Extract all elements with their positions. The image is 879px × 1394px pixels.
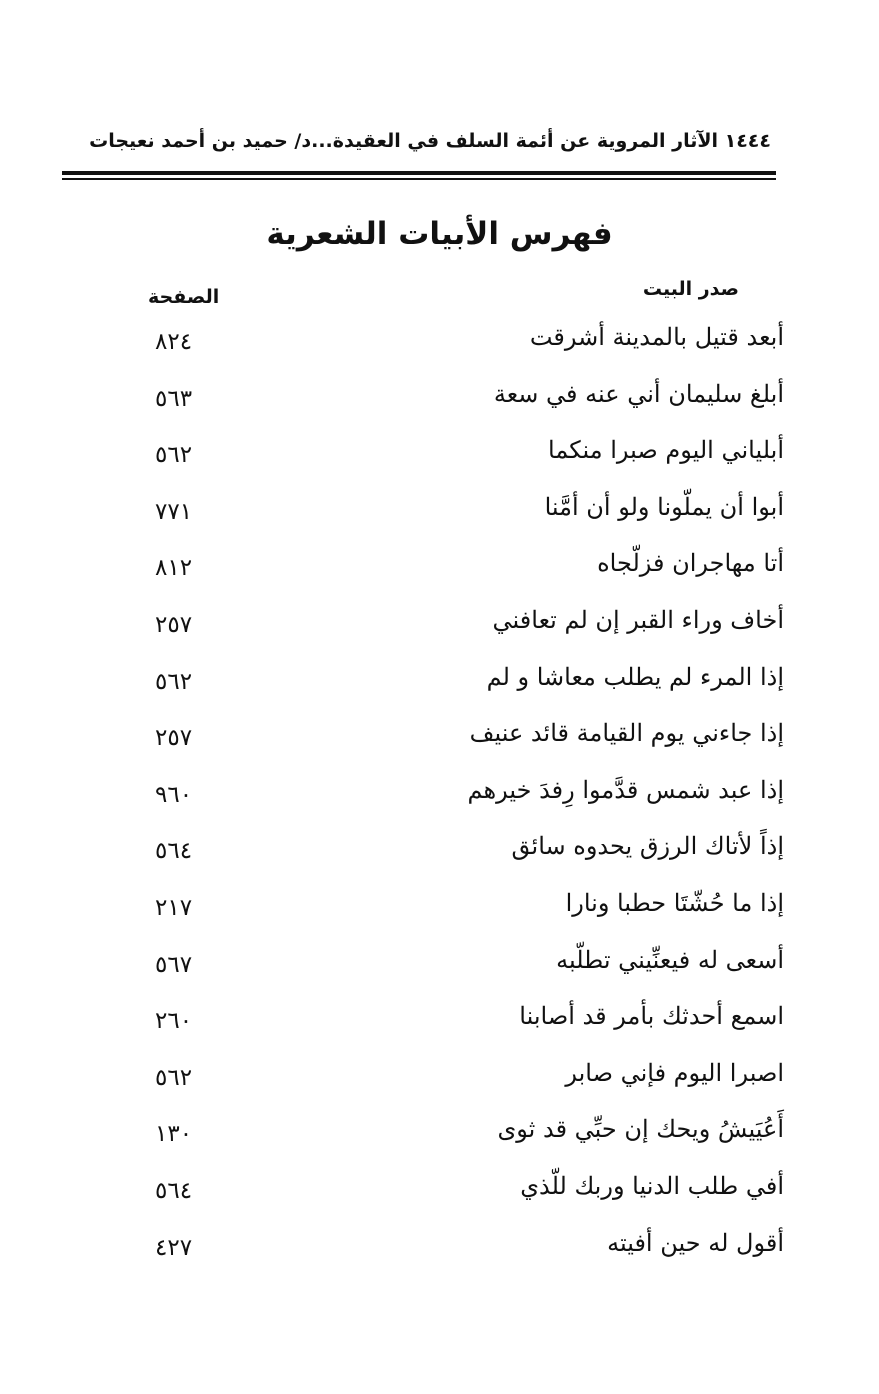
verse-opening: إذا ما حُشّتَا حطبا ونارا — [565, 888, 784, 917]
index-row — [0, 999, 879, 1056]
page-number: ٧٧١ — [155, 498, 193, 525]
page-number: ٢١٧ — [155, 894, 193, 921]
column-header-page: الصفحة — [148, 286, 220, 308]
index-row — [0, 1169, 879, 1226]
index-row — [0, 603, 879, 660]
page-number: ٥٦٧ — [155, 951, 193, 978]
verse-opening: أقول له حين أفيته — [607, 1228, 784, 1257]
page-number: ٨١٢ — [155, 555, 193, 582]
page-number: ٥٦٤ — [155, 838, 193, 865]
index-row — [0, 886, 879, 943]
page-number: ٢٥٧ — [155, 725, 193, 752]
index-row — [0, 490, 879, 547]
index-row — [0, 716, 879, 773]
index-title: فهرس الأبيات الشعرية — [266, 216, 613, 252]
index-row — [0, 1112, 879, 1169]
page-number: ٥٦٢ — [155, 668, 193, 695]
page-number: ٩٦٠ — [155, 781, 193, 808]
verse-opening: أَعُيَيشُ ويحك إن حبِّي قد ثوى — [497, 1115, 784, 1144]
verse-opening: اصبرا اليوم فإني صابر — [565, 1058, 784, 1087]
page-number: ٥٦٤ — [155, 1177, 193, 1204]
verse-opening: أبعد قتيل بالمدينة أشرقت — [529, 323, 784, 351]
running-header: ١٤٤٤ الآثار المروية عن أئمة السلف في العقيدة...د/ حميد بن أحمد نعيجات — [89, 130, 771, 152]
header-rule-thin — [62, 178, 776, 180]
verse-opening: أسعى له فيعنِّيني تطلّبه — [556, 945, 784, 974]
page-number: ٥٦٢ — [155, 442, 193, 469]
verse-opening: اسمع أحدثك بأمر قد أصابنا — [519, 1002, 784, 1031]
page-number: ٢٦٠ — [155, 1008, 193, 1035]
page-number: ٥٦٢ — [155, 1064, 193, 1091]
verse-opening: إذا جاءني يوم القيامة قائد عنيف — [469, 719, 784, 748]
verse-opening: أبلغ سليمان أني عنه في سعة — [493, 379, 784, 408]
page-number: ٥٦٣ — [155, 385, 193, 412]
page-number: ١٣٠ — [155, 1121, 193, 1148]
index-row — [0, 433, 879, 490]
index-row — [0, 943, 879, 1000]
verse-opening: إذا المرء لم يطلب معاشا و لم — [486, 662, 784, 691]
page-number: ٤٢٧ — [155, 1234, 193, 1261]
index-row — [0, 320, 879, 377]
index-row — [0, 546, 879, 603]
index-row — [0, 773, 879, 830]
verse-index-list — [0, 320, 879, 1282]
column-header-verse: صدر البيت — [642, 278, 739, 300]
index-row — [0, 829, 879, 886]
index-row — [0, 1226, 879, 1283]
index-row — [0, 1056, 879, 1113]
page-number: ٢٥٧ — [155, 611, 193, 638]
verse-opening: أتا مهاجران فزلّجاه — [597, 549, 784, 578]
verse-opening: أخاف وراء القبر إن لم تعافني — [492, 605, 784, 634]
verse-opening: إذاً لأتاك الرزق يحدوه سائق — [511, 832, 784, 861]
verse-opening: أبلياني اليوم صبرا منكما — [548, 436, 784, 465]
header-rule-thick — [62, 171, 776, 175]
index-row — [0, 660, 879, 717]
verse-opening: أفي طلب الدنيا وربك للّذي — [520, 1171, 784, 1200]
page-number: ٨٢٤ — [155, 329, 193, 355]
verse-opening: أبوا أن يملّونا ولو أن أمَّنا — [544, 492, 784, 521]
index-row — [0, 377, 879, 434]
verse-opening: إذا عبد شمس قدَّموا رِفدَ خيرهم — [467, 775, 784, 804]
